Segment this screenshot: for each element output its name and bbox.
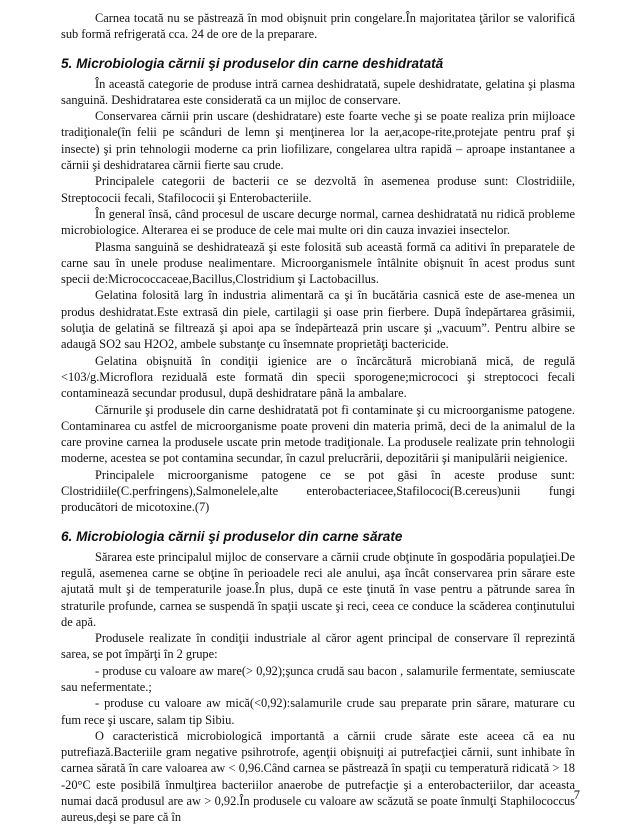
paragraph: Principalele microorganisme patogene ce se pot găsi în aceste produse sunt: Clostridiile(C.perfringens),Salmonelele,alte enterobacteriacee,Stafilococi(B.cereus)unii fungi producători de micotoxine.(7): [61, 467, 575, 515]
paragraph: Principalele categorii de bacterii ce se dezvoltă în asemenea produse sunt: Clostridiile, Streptococii fecali, Stafilococii şi Enterobacteriile.: [61, 174, 575, 205]
paragraph: Plasma sanguină se deshidratează şi este folosită sub această formă ca aditivi în preparatele de carne sau în unele produse nealimentare. Microorganismele întâlnite obişnuit în acest produs sunt specii de:Micrococcaceae,Bacillus,Clostridium şi Lactobacillus.: [61, 239, 575, 287]
paragraph: O caracteristică microbiologică importantă a cărnii crude sărate este aceea că ea nu putrefiază.Bacteriile gram negative psihrotrofe, agenţii obişnuiţi ai putrefacţiei cărnii, sunt inhibate în carnea sărată în care valoarea aw < 0,96.Când carnea se păstrează în spaţii cu temperatură ridicată > 18 -20°C este posibilă înmulţirea bacteriilor anaerobe de putrefacţie şi a enterobacteriilor, dar aceasta numai dacă produsul are aw > 0,92.În produsele cu valoare aw scăzută se poate înmulţi Staphilococcus aureus,deşi se pare că în: [61, 728, 575, 825]
page-content: [61, 10, 575, 826]
list-item: - produse cu valoare aw mică(<0,92):salamurile crude sau preparate prin sărare, maturare cu fum rece şi uscare, salam tip Sibiu.: [61, 696, 575, 727]
page-number: 7: [573, 788, 580, 802]
paragraph: Produsele realizate în condiţii industriale al căror agent principal de conservare îl reprezintă sarea, se pot împărţi în 2 grupe:: [61, 631, 575, 662]
paragraph: Cărnurile şi produsele din carne deshidratată pot fi contaminate şi cu microorganisme patogene. Contaminarea cu astfel de microorganisme poate proveni din materia primă, deci de la animalul de la care provine carnea la produsele uscate prin metode tradiţionale. La produsele realizate prin tehnologii moderne, acestea se pot contamina secundar, în cazul prelucrării, depozitării şi manipulării neigienice.: [61, 402, 575, 466]
paragraph: Conservarea cărnii prin uscare (deshidratare) este foarte veche şi se poate realiza prin mijloace tradiţionale(în felii pe scânduri de lemn şi menţinerea lor la aer,acope-rite,protejate pentru praf şi insecte) şi prin tehnologii moderne ca prin liofilizare, congelarea ultra rapidă – aproape instantanee a cărnii şi deshidratarea cărnii fierte sau crude.: [61, 109, 575, 173]
section-6-heading: 6. Microbiologia cărnii şi produselor din carne sărate: [61, 528, 403, 544]
paragraph: Gelatina folosită larg în industria alimentară ca şi în bucătăria casnică este de ase-menea un produs deshidratat.Este extrasă din piele, cartilagii şi oase prin fierbere. După îndepărtarea grăsimii, soluţia de gelatină se filtrează şi apoi apa se îndepărtează prin uscare şi „vacuum”. Pentru albire se adaugă SO2 sau H2O2, ambele substanţe cu însemnate proprietăţi bactericide.: [61, 288, 575, 352]
paragraph: Gelatina obişnuită în condiţii igienice are o încărcătură microbiană mică, de regulă <103/g.Microflora reziduală este formată din specii sporogene;micrococi şi streptococi fecali contaminează secundar produsul, după deshidratare până la ambalare.: [61, 353, 575, 401]
paragraph: În general însă, când procesul de uscare decurge normal, carnea deshidratată nu ridică probleme microbiologice. Alterarea ei se produce de cele mai multe ori din cauza invaziei insectelor.: [61, 206, 575, 238]
intro-paragraph: Carnea tocată nu se păstrează în mod obişnuit prin congelare.În majoritatea ţărilor se valorifică sub formă refrigerată cca. 24 de ore de la preparare.: [61, 11, 575, 42]
paragraph: Sărarea este principalul mijloc de conservare a cărnii crude obţinute în gospodăria populaţiei.De regulă, asemenea carne se obţine în perioadele reci ale anului, aşa încât conservarea prin sărare este ajutată mult şi de temperaturile joase.În plus, după ce este ţinută în vase pentru a pătrunde sarea în straturile profunde, carnea se suspendă în spaţii uscate şi reci, ceea ce conduce la scăderea conţinutului de apă.: [61, 549, 575, 629]
list-item: - produse cu valoare aw mare(> 0,92);şunca crudă sau bacon , salamurile fermentate, semiuscate sau nefermentate.;: [61, 663, 575, 694]
paragraph: În această categorie de produse intră carnea deshidratată, supele deshidratate, gelatina şi plasma sanguină. Deshidratarea este considerată ca un mijloc de conservare.: [61, 76, 575, 107]
section-5-heading: 5. Microbiologia cărnii şi produselor din carne deshidratată: [61, 55, 444, 71]
